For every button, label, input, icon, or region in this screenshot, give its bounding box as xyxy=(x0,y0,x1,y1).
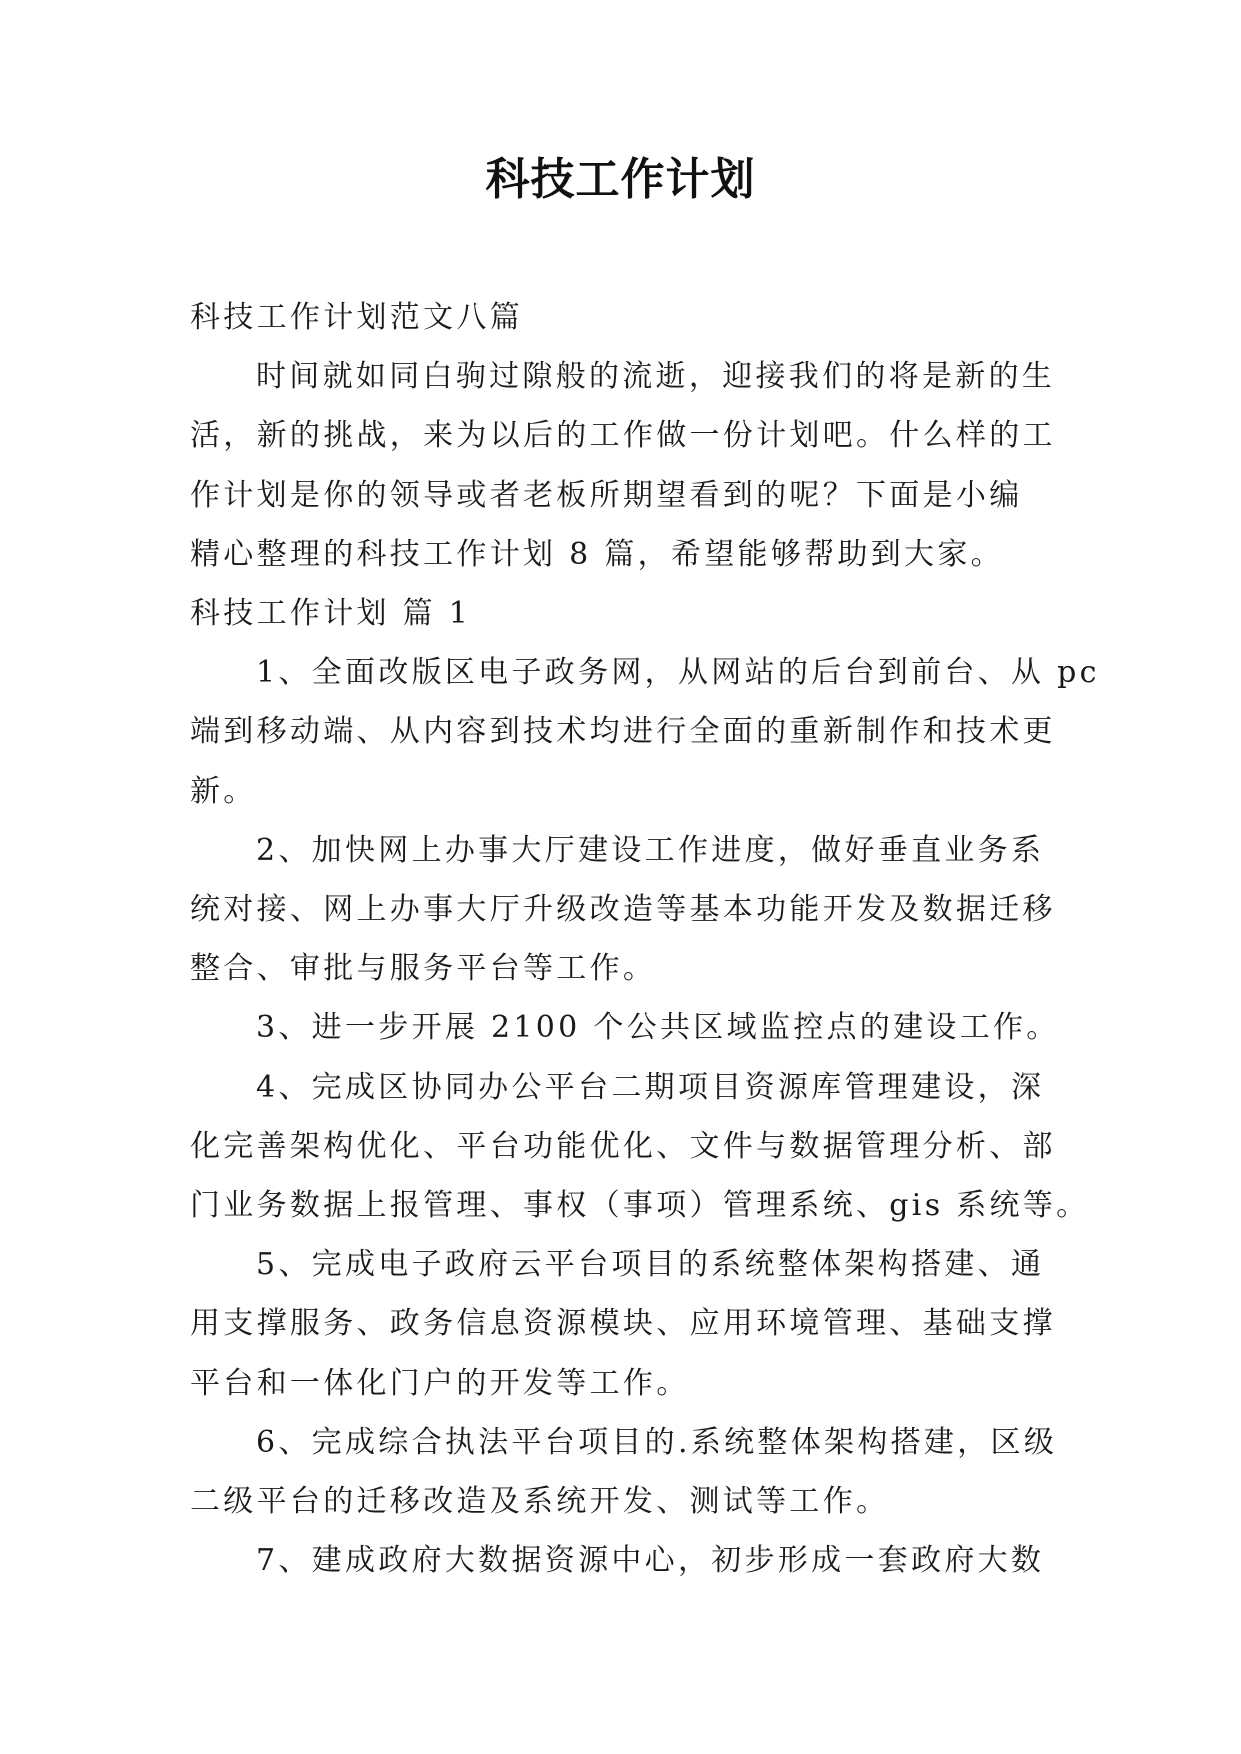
paragraph-line: 4、完成区协同办公平台二期项目资源库管理建设，深 xyxy=(256,1069,1045,1105)
paragraph-line: 门业务数据上报管理、事权（事项）管理系统、gis 系统等。 xyxy=(190,1188,1090,1224)
paragraph-line: 活，新的挑战，来为以后的工作做一份计划吧。什么样的工 xyxy=(190,418,1056,454)
paragraph-line: 精心整理的科技工作计划 8 篇，希望能够帮助到大家。 xyxy=(190,536,1004,572)
paragraph-line: 5、完成电子政府云平台项目的系统整体架构搭建、通 xyxy=(256,1247,1045,1283)
paragraph-line: 新。 xyxy=(190,773,257,809)
paragraph-line: 时间就如同白驹过隙般的流逝，迎接我们的将是新的生 xyxy=(256,359,1056,395)
document-title: 科技工作计划 xyxy=(485,154,756,205)
document-body xyxy=(190,288,1100,1590)
paragraph-line: 3、进一步开展 2100 个公共区域监控点的建设工作。 xyxy=(256,1010,1060,1046)
paragraph-line: 二级平台的迁移改造及系统开发、测试等工作。 xyxy=(190,1484,890,1520)
paragraph-line: 化完善架构优化、平台功能优化、文件与数据管理分析、部 xyxy=(190,1128,1056,1164)
paragraph-line: 统对接、网上办事大厅升级改造等基本功能开发及数据迁移 xyxy=(190,892,1056,928)
subtitle-line: 科技工作计划范文八篇 xyxy=(190,300,523,335)
paragraph-line: 用支撑服务、政务信息资源模块、应用环境管理、基础支撑 xyxy=(190,1306,1056,1342)
paragraph-line: 作计划是你的领导或者老板所期望看到的呢？下面是小编 xyxy=(190,477,1023,513)
paragraph-line: 端到移动端、从内容到技术均进行全面的重新制作和技术更 xyxy=(190,714,1056,750)
paragraph-line: 7、建成政府大数据资源中心，初步形成一套政府大数 xyxy=(256,1543,1045,1579)
paragraph-line: 整合、审批与服务平台等工作。 xyxy=(190,951,657,987)
paragraph-line: 平台和一体化门户的开发等工作。 xyxy=(190,1365,690,1401)
paragraph-line: 2、加快网上办事大厅建设工作进度，做好垂直业务系 xyxy=(256,832,1045,868)
paragraph-line: 6、完成综合执法平台项目的.系统整体架构搭建，区级 xyxy=(256,1424,1058,1460)
paragraph-line: 1、全面改版区电子政务网，从网站的后台到前台、从 pc xyxy=(256,655,1100,691)
section-heading: 科技工作计划 篇 1 xyxy=(190,596,472,632)
